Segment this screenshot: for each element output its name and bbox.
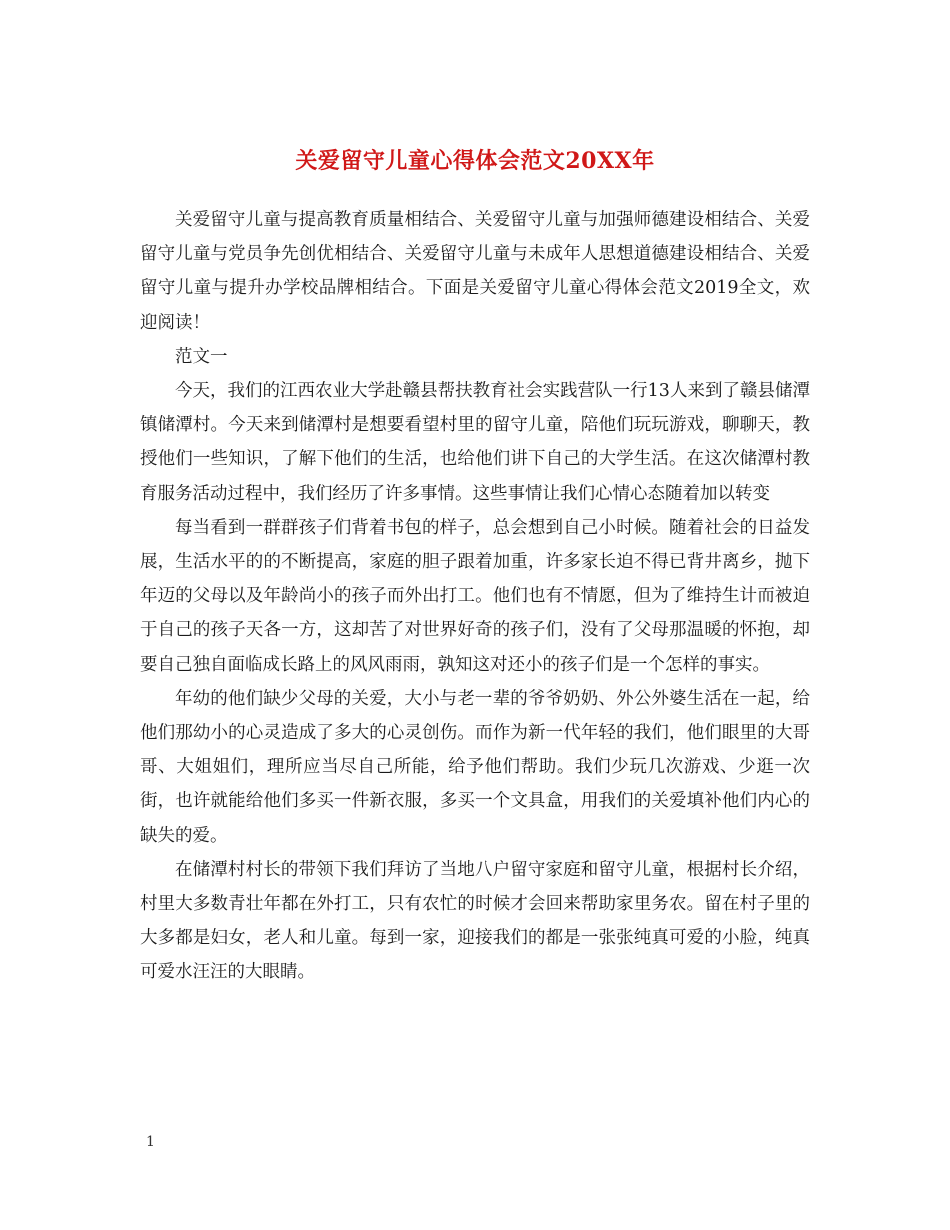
page-number: 1 <box>146 1134 155 1150</box>
section-heading: 范文一 <box>175 346 228 367</box>
intro-paragraph: 关爱留守儿童与提高教育质量相结合、关爱留守儿童与加强师德建设相结合、关爱留守儿童与党员争先创优相结合、关爱留守儿童与未成年人思想道德建设相结合、关爱留守儿童与提升办学校品牌相结合。下面是关爱留守儿童心得体会范文2019全文，欢迎阅读！ <box>140 210 810 333</box>
document-body <box>140 203 810 990</box>
body-paragraph: 今天，我们的江西农业大学赴赣县帮扶教育社会实践营队一行13人来到了赣县储潭镇储潭村。今天来到储潭村是想要看望村里的留守儿童，陪他们玩玩游戏，聊聊天，教授他们一些知识，了解下他们的生活，也给他们讲下自己的大学生活。在这次储潭村教育服务活动过程中，我们经历了许多事情。这些事情让我们心情心态随着加以转变 <box>140 381 810 504</box>
body-paragraph: 每当看到一群群孩子们背着书包的样子，总会想到自己小时候。随着社会的日益发展，生活水平的的不断提高，家庭的胆子跟着加重，许多家长迫不得已背井离乡，抛下年迈的父母以及年龄尚小的孩子而外出打工。他们也有不情愿，但为了维持生计而被迫于自己的孩子天各一方，这却苦了对世界好奇的孩子们，没有了父母那温暖的怀抱，却要自己独自面临成长路上的风风雨雨，孰知这对还小的孩子们是一个怎样的事实。 <box>140 517 810 675</box>
page-title: 关爱留守儿童心得体会范文20XX年 <box>295 147 655 174</box>
body-paragraph: 年幼的他们缺少父母的关爱，大小与老一辈的爷爷奶奶、外公外婆生活在一起，给他们那幼小的心灵造成了多大的心灵创伤。而作为新一代年轻的我们，他们眼里的大哥哥、大姐姐们，理所应当尽自己所能，给予他们帮助。我们少玩几次游戏、少逛一次街，也许就能给他们多买一件新衣服，多买一个文具盒，用我们的关爱填补他们内心的缺失的爱。 <box>140 688 810 846</box>
body-paragraph: 在储潭村村长的带领下我们拜访了当地八户留守家庭和留守儿童，根据村长介绍，村里大多数青壮年都在外打工，只有农忙的时候才会回来帮助家里务农。留在村子里的大多都是妇女，老人和儿童。每到一家，迎接我们的都是一张张纯真可爱的小脸，纯真可爱水汪汪的大眼睛。 <box>140 859 810 983</box>
